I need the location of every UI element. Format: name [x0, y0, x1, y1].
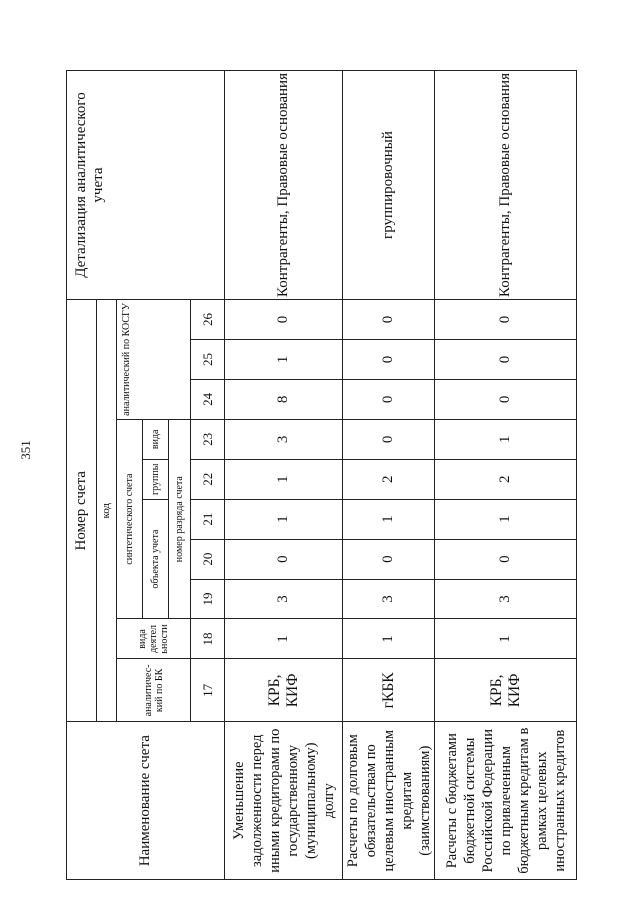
header-digit: номер разряда счета	[169, 419, 191, 619]
header-object: объекта учета	[143, 499, 169, 619]
row-d25: 0	[343, 340, 435, 380]
row-d19: 3	[343, 579, 435, 619]
digit-17: 17	[191, 659, 225, 722]
row-d21: 1	[225, 499, 343, 539]
header-activity-type: вида деятел ьности	[117, 619, 191, 659]
row-code: гКБК	[343, 659, 435, 722]
row-d19: 3	[435, 579, 577, 619]
row-d22: 2	[435, 459, 577, 499]
row-detail: группировочный	[343, 71, 435, 300]
header-analytic-bk: аналитический по БК	[117, 659, 191, 722]
row-d26: 0	[225, 300, 343, 340]
row-d23: 3	[225, 419, 343, 459]
row-d25: 1	[225, 340, 343, 380]
digit-21: 21	[191, 499, 225, 539]
table-row	[435, 71, 577, 880]
accounts-table	[66, 70, 577, 880]
digit-23: 23	[191, 419, 225, 459]
row-code: КРБ, КИФ	[225, 659, 343, 722]
header-kind: вида	[143, 419, 169, 459]
row-d19: 3	[225, 579, 343, 619]
row-d26: 0	[435, 300, 577, 340]
row-d22: 1	[225, 459, 343, 499]
row-d18: 1	[435, 619, 577, 659]
page-number: 351	[18, 440, 33, 460]
digit-25: 25	[191, 340, 225, 380]
digit-18: 18	[191, 619, 225, 659]
rotated-table-container	[66, 70, 576, 880]
row-d21: 1	[343, 499, 435, 539]
header-synthetic: синтетического счета	[117, 419, 143, 619]
row-detail: Контрагенты, Правовые основания	[225, 71, 343, 300]
header-detail: Детализация аналитического учета	[67, 71, 225, 300]
row-code: КРБ, КИФ	[435, 659, 577, 722]
digit-24: 24	[191, 379, 225, 419]
row-d24: 0	[435, 379, 577, 419]
row-name: Расчеты с бюджетами бюджетной системы Российской Федерации по привлеченным бюджетным кредитам в рамках целевых иностранных кредитов	[435, 722, 577, 880]
table-row	[343, 71, 435, 880]
header-account-number: Номер счета	[67, 300, 97, 722]
row-d26: 0	[343, 300, 435, 340]
row-d24: 0	[343, 379, 435, 419]
header-code: код	[97, 300, 117, 722]
row-name: Уменьшение задолженности перед иными кредиторами по государственному (муниципальному) долгу	[225, 722, 343, 880]
row-d23: 1	[435, 419, 577, 459]
header-account-name: Наименование счета	[67, 722, 225, 880]
row-name: Расчеты по долговым обязательствам по целевым иностранным кредитам (заимствованиям)	[343, 722, 435, 880]
row-d20: 0	[343, 539, 435, 579]
row-d21: 1	[435, 499, 577, 539]
row-d25: 0	[435, 340, 577, 380]
digit-22: 22	[191, 459, 225, 499]
digit-20: 20	[191, 539, 225, 579]
table-row	[225, 71, 343, 880]
row-d20: 0	[225, 539, 343, 579]
row-d24: 8	[225, 379, 343, 419]
row-d23: 0	[343, 419, 435, 459]
header-group: группы	[143, 459, 169, 499]
digit-19: 19	[191, 579, 225, 619]
row-d18: 1	[343, 619, 435, 659]
digit-26: 26	[191, 300, 225, 340]
row-d18: 1	[225, 619, 343, 659]
header-analytic-kosgu: аналитический по КОСГУ	[117, 300, 191, 420]
row-detail: Контрагенты, Правовые основания	[435, 71, 577, 300]
row-d20: 0	[435, 539, 577, 579]
row-d22: 2	[343, 459, 435, 499]
